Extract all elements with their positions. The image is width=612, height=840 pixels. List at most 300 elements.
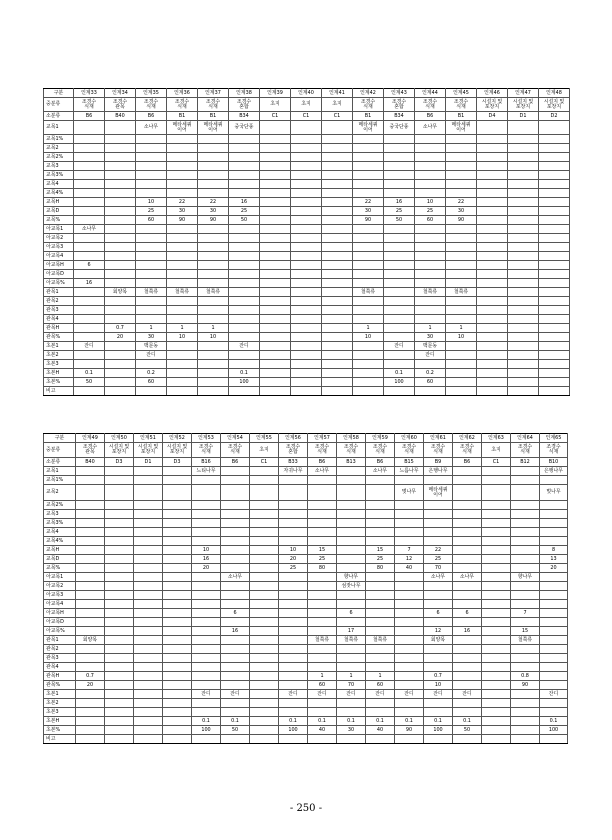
table-cell: 조경수 식재 xyxy=(167,98,198,112)
table-cell xyxy=(260,225,291,234)
table-cell xyxy=(384,297,415,306)
table-cell xyxy=(415,270,446,279)
table-cell xyxy=(167,162,198,171)
table-cell xyxy=(134,519,163,528)
table-cell: 조경수 혼합 xyxy=(384,98,415,112)
table-cell xyxy=(260,279,291,288)
table-row xyxy=(44,600,568,609)
table-cell: 향나무 xyxy=(511,573,540,582)
table-cell xyxy=(74,171,105,180)
table-cell xyxy=(229,189,260,198)
table-cell: 조경수 식재 xyxy=(337,443,366,458)
table-cell xyxy=(395,582,424,591)
table-cell: 16 xyxy=(192,555,221,564)
row-label-cell: 교목D xyxy=(44,207,74,216)
table-cell: 16 xyxy=(229,198,260,207)
table-cell xyxy=(260,135,291,144)
table-cell: 메타세쿼 이어 xyxy=(198,121,229,135)
table-cell xyxy=(477,288,508,297)
table-cell xyxy=(291,225,322,234)
table-cell xyxy=(482,591,511,600)
table-cell xyxy=(395,654,424,663)
table-cell xyxy=(446,360,477,369)
table-cell xyxy=(511,537,540,546)
table-cell xyxy=(353,162,384,171)
table-cell xyxy=(76,501,105,510)
table-row xyxy=(44,717,568,726)
table-row xyxy=(44,180,570,189)
table-cell xyxy=(260,288,291,297)
row-label-cell: 중분류 xyxy=(44,98,74,112)
table-cell xyxy=(337,537,366,546)
table-cell xyxy=(105,315,136,324)
table-row xyxy=(44,261,570,270)
table-cell: 25 xyxy=(136,207,167,216)
table-cell xyxy=(508,369,539,378)
table-cell xyxy=(221,510,250,519)
table-cell xyxy=(167,342,198,351)
table-cell: 60 xyxy=(415,378,446,387)
row-label-cell: 교목2% xyxy=(44,501,76,510)
table-cell: 25 xyxy=(415,207,446,216)
table-cell xyxy=(308,618,337,627)
table-row xyxy=(44,476,568,485)
table-cell xyxy=(279,582,308,591)
table-cell xyxy=(74,121,105,135)
table-row xyxy=(44,735,568,744)
table-cell: 0.7 xyxy=(424,672,453,681)
table-cell xyxy=(229,153,260,162)
table-cell xyxy=(221,618,250,627)
table-cell: 50 xyxy=(453,726,482,735)
table-cell xyxy=(221,591,250,600)
table-row xyxy=(44,546,568,555)
table-row xyxy=(44,243,570,252)
table-cell: 잔디 xyxy=(229,342,260,351)
table-cell xyxy=(308,627,337,636)
table-cell xyxy=(322,315,353,324)
table-row xyxy=(44,378,570,387)
table-cell xyxy=(74,351,105,360)
table-cell xyxy=(424,663,453,672)
table-cell xyxy=(453,467,482,476)
table-cell xyxy=(539,288,570,297)
table-cell xyxy=(229,171,260,180)
table-cell: 1 xyxy=(353,324,384,333)
table-cell xyxy=(74,288,105,297)
table-cell: 30 xyxy=(446,207,477,216)
table-cell: 30 xyxy=(337,726,366,735)
table-cell xyxy=(134,618,163,627)
table-cell xyxy=(424,501,453,510)
table-cell: 은행나무 xyxy=(540,467,568,476)
table-cell xyxy=(453,537,482,546)
page-number: - 250 - xyxy=(289,803,323,814)
table-cell: 조경수 식재 xyxy=(395,443,424,458)
header-site-cell: 인계39 xyxy=(260,89,291,98)
table-cell xyxy=(74,252,105,261)
table-cell xyxy=(198,306,229,315)
row-label-cell: 소분류 xyxy=(44,112,74,121)
table-cell xyxy=(384,135,415,144)
table-row xyxy=(44,98,570,112)
table-cell: 조경수 식재 xyxy=(366,443,395,458)
table-cell: 90 xyxy=(353,216,384,225)
table-cell xyxy=(229,162,260,171)
table-cell xyxy=(322,198,353,207)
table-cell: 10 xyxy=(415,198,446,207)
table-cell xyxy=(353,306,384,315)
table-cell xyxy=(279,735,308,744)
table-row xyxy=(44,708,568,717)
table-cell xyxy=(366,591,395,600)
table-cell: 0.1 xyxy=(229,369,260,378)
table-cell xyxy=(508,180,539,189)
table-cell xyxy=(260,306,291,315)
table-cell xyxy=(221,476,250,485)
table-cell xyxy=(395,510,424,519)
table-cell xyxy=(136,171,167,180)
table-cell xyxy=(511,654,540,663)
table-cell xyxy=(105,510,134,519)
table-cell: 0.1 xyxy=(453,717,482,726)
table-cell xyxy=(76,564,105,573)
table-cell xyxy=(167,279,198,288)
table-cell xyxy=(539,207,570,216)
table-cell xyxy=(395,645,424,654)
table-cell xyxy=(446,234,477,243)
table-cell xyxy=(291,144,322,153)
table-cell: 소나무 xyxy=(221,573,250,582)
table-cell: B10 xyxy=(540,458,568,467)
table-cell xyxy=(167,378,198,387)
table-cell xyxy=(229,324,260,333)
table-row xyxy=(44,528,568,537)
table-cell xyxy=(74,306,105,315)
header-site-cell: 인계56 xyxy=(279,434,308,443)
table-cell xyxy=(105,708,134,717)
table-cell xyxy=(279,510,308,519)
table-cell: 100 xyxy=(540,726,568,735)
table-cell xyxy=(260,324,291,333)
table-cell: 은행나무 xyxy=(424,467,453,476)
table-cell: 6 xyxy=(424,609,453,618)
table-cell xyxy=(279,708,308,717)
table-cell xyxy=(482,510,511,519)
table-cell xyxy=(136,306,167,315)
table-cell xyxy=(453,699,482,708)
table-cell xyxy=(76,618,105,627)
table-cell: 잔디 xyxy=(279,690,308,699)
table-cell xyxy=(163,672,192,681)
table-cell xyxy=(291,297,322,306)
header-site-cell: 인계41 xyxy=(322,89,353,98)
table-cell xyxy=(134,467,163,476)
table-cell xyxy=(366,663,395,672)
table-cell: 조경수 관목 xyxy=(105,98,136,112)
table-cell xyxy=(308,663,337,672)
table-cell: 조경수 식재 xyxy=(453,443,482,458)
table-cell xyxy=(366,735,395,744)
table-cell xyxy=(322,270,353,279)
table-cell xyxy=(76,699,105,708)
table-cell xyxy=(134,708,163,717)
row-label-cell: 비고 xyxy=(44,735,76,744)
table-cell xyxy=(260,360,291,369)
table-cell: 소나무 xyxy=(136,121,167,135)
table-cell: 25 xyxy=(366,555,395,564)
table-cell xyxy=(167,189,198,198)
row-label-cell: 아교목H xyxy=(44,261,74,270)
table-cell xyxy=(446,261,477,270)
table-cell xyxy=(221,485,250,501)
row-label-cell: 관목H xyxy=(44,672,76,681)
table-cell: 조경수 혼합 xyxy=(229,98,260,112)
table-cell: 소나무 xyxy=(415,121,446,135)
table-cell xyxy=(221,546,250,555)
table-cell xyxy=(308,609,337,618)
row-label-cell: 교목3% xyxy=(44,519,76,528)
table-cell xyxy=(353,387,384,396)
table-cell xyxy=(508,306,539,315)
table-cell: B12 xyxy=(511,458,540,467)
table-cell: 시설지 및 포장지 xyxy=(163,443,192,458)
table-cell xyxy=(134,582,163,591)
table-cell xyxy=(260,378,291,387)
table-cell xyxy=(366,573,395,582)
table-cell xyxy=(74,387,105,396)
table-cell xyxy=(136,270,167,279)
table-cell xyxy=(192,528,221,537)
table-cell xyxy=(291,162,322,171)
table-cell xyxy=(198,360,229,369)
table-cell xyxy=(105,537,134,546)
table-cell xyxy=(415,153,446,162)
table-cell xyxy=(136,144,167,153)
table-cell xyxy=(337,654,366,663)
table-cell xyxy=(508,189,539,198)
table-cell xyxy=(74,207,105,216)
table-cell xyxy=(74,297,105,306)
table-cell xyxy=(322,234,353,243)
table-cell: 90 xyxy=(167,216,198,225)
table-row xyxy=(44,216,570,225)
header-site-cell: 인계58 xyxy=(337,434,366,443)
table-cell xyxy=(539,315,570,324)
table-cell xyxy=(134,627,163,636)
table-cell xyxy=(539,171,570,180)
table-cell xyxy=(229,279,260,288)
table-cell: B13 xyxy=(337,458,366,467)
table-row xyxy=(44,627,568,636)
table-cell xyxy=(322,369,353,378)
table-cell xyxy=(105,207,136,216)
table-cell xyxy=(105,135,136,144)
table-cell xyxy=(167,270,198,279)
table-cell xyxy=(366,600,395,609)
table-cell xyxy=(291,198,322,207)
table-cell: 12 xyxy=(424,627,453,636)
table-cell xyxy=(279,600,308,609)
table-cell: 철쭉류 xyxy=(353,288,384,297)
table-cell xyxy=(539,261,570,270)
table-cell xyxy=(198,315,229,324)
table-cell: B6 xyxy=(308,458,337,467)
table-cell xyxy=(511,708,540,717)
table-cell xyxy=(322,180,353,189)
table-cell xyxy=(105,216,136,225)
table-cell xyxy=(260,369,291,378)
row-label-cell: 아교목4 xyxy=(44,252,74,261)
table-cell xyxy=(482,555,511,564)
table-cell xyxy=(384,351,415,360)
table-cell xyxy=(337,546,366,555)
table-cell xyxy=(192,485,221,501)
table-cell xyxy=(415,297,446,306)
table-cell: B40 xyxy=(105,112,136,121)
table-cell xyxy=(167,315,198,324)
table-cell xyxy=(477,198,508,207)
table-cell xyxy=(353,360,384,369)
table-cell xyxy=(353,153,384,162)
table-cell xyxy=(134,726,163,735)
table-cell xyxy=(105,690,134,699)
table-cell xyxy=(279,476,308,485)
table-cell xyxy=(446,315,477,324)
table-cell: B40 xyxy=(76,458,105,467)
table-cell xyxy=(250,564,279,573)
table-cell xyxy=(221,519,250,528)
table-cell xyxy=(539,153,570,162)
table-cell xyxy=(229,243,260,252)
table-cell: 7 xyxy=(395,546,424,555)
table-cell xyxy=(508,360,539,369)
table-cell: 0.1 xyxy=(366,717,395,726)
table-cell: 잔디 xyxy=(366,690,395,699)
table-row xyxy=(44,537,568,546)
table-cell: 30 xyxy=(136,333,167,342)
row-label-cell: 초본H xyxy=(44,369,74,378)
table-cell xyxy=(453,501,482,510)
table-cell xyxy=(511,485,540,501)
table-cell xyxy=(198,387,229,396)
table-cell xyxy=(424,735,453,744)
table-cell xyxy=(384,171,415,180)
table-cell: C1 xyxy=(260,112,291,121)
table-cell xyxy=(167,243,198,252)
table-cell xyxy=(279,681,308,690)
table-cell xyxy=(76,528,105,537)
row-label-cell: 교목1% xyxy=(44,135,74,144)
table-cell xyxy=(482,564,511,573)
table-cell: 10 xyxy=(192,546,221,555)
table-cell xyxy=(322,351,353,360)
table-cell xyxy=(366,519,395,528)
table-cell xyxy=(353,297,384,306)
table-cell: 25 xyxy=(308,555,337,564)
table-cell xyxy=(477,351,508,360)
table-cell xyxy=(337,476,366,485)
table-cell: 60 xyxy=(136,216,167,225)
table-cell: 맥문동 xyxy=(415,342,446,351)
table-cell xyxy=(74,162,105,171)
table-cell xyxy=(198,342,229,351)
table-cell xyxy=(250,591,279,600)
table-cell: 느티나무 xyxy=(192,467,221,476)
table-cell xyxy=(508,270,539,279)
table-cell xyxy=(76,726,105,735)
table-cell xyxy=(453,663,482,672)
table-cell xyxy=(482,600,511,609)
table-cell xyxy=(136,162,167,171)
header-site-cell: 인계33 xyxy=(74,89,105,98)
table-cell xyxy=(260,351,291,360)
table-cell xyxy=(260,162,291,171)
table-cell xyxy=(192,699,221,708)
table-cell xyxy=(482,467,511,476)
table-cell xyxy=(453,485,482,501)
table-cell xyxy=(76,663,105,672)
table-cell xyxy=(279,699,308,708)
table-cell xyxy=(308,735,337,744)
table-cell xyxy=(250,654,279,663)
table-cell xyxy=(279,618,308,627)
row-label-cell: 관목1 xyxy=(44,288,74,297)
row-label-cell: 아교목2 xyxy=(44,234,74,243)
table-cell: 12 xyxy=(395,555,424,564)
table-row xyxy=(44,315,570,324)
table-cell xyxy=(105,528,134,537)
table-cell xyxy=(395,519,424,528)
table-cell xyxy=(136,234,167,243)
table-cell: 0.2 xyxy=(415,369,446,378)
table-cell xyxy=(395,672,424,681)
table-cell xyxy=(508,225,539,234)
table-cell: 60 xyxy=(136,378,167,387)
table-cell xyxy=(322,121,353,135)
table-cell: 17 xyxy=(337,627,366,636)
table-cell xyxy=(76,519,105,528)
table-cell: 6 xyxy=(221,609,250,618)
table-cell xyxy=(477,189,508,198)
row-label-cell: 관목2 xyxy=(44,297,74,306)
table-cell xyxy=(134,564,163,573)
table-cell: 20 xyxy=(192,564,221,573)
table-cell xyxy=(167,171,198,180)
table-cell xyxy=(322,306,353,315)
table-cell xyxy=(508,288,539,297)
table-cell xyxy=(322,162,353,171)
table-cell xyxy=(74,189,105,198)
table-cell xyxy=(136,261,167,270)
table-cell xyxy=(74,270,105,279)
table-cell: 0.1 xyxy=(74,369,105,378)
table-cell: B1 xyxy=(446,112,477,121)
table-cell xyxy=(308,485,337,501)
table-cell: 22 xyxy=(198,198,229,207)
table-cell xyxy=(163,555,192,564)
table-cell xyxy=(540,654,568,663)
table-cell xyxy=(229,387,260,396)
table-cell xyxy=(477,378,508,387)
table-cell xyxy=(511,726,540,735)
table-cell xyxy=(105,360,136,369)
table-cell xyxy=(291,315,322,324)
table-cell xyxy=(134,555,163,564)
table-cell xyxy=(477,333,508,342)
table-cell xyxy=(136,279,167,288)
row-label-cell: 관목4 xyxy=(44,315,74,324)
